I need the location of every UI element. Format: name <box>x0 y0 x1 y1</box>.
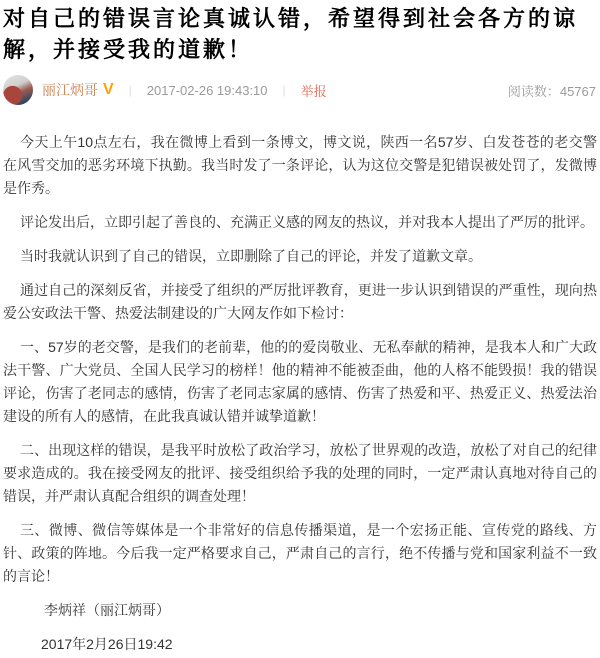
meta-separator: | <box>282 83 286 97</box>
author-avatar[interactable] <box>3 75 33 105</box>
paragraph: 评论发出后，立即引起了善良的、充满正义感的网友的热议，并对我本人提出了严厉的批评。 <box>20 214 594 230</box>
date-line: 2017年2月26日19:42 <box>41 636 173 652</box>
paragraph: 当时我就认识到了自己的错误，立即删除了自己的评论，并发了道歉文章。 <box>20 248 482 264</box>
paragraph-item-3: 三、微博、微信等媒体是一个非常好的信息传播渠道，是一个宏扬正能、宣传党的路线、方针、政策的阵地。今后我一定严格要求自己，严肃自己的言行，绝不传播与党和国家利益不一致的言论！ <box>3 522 597 584</box>
article-body <box>3 131 597 656</box>
signature-line: 李炳祥（丽江炳哥） <box>44 602 170 618</box>
paragraph: 通过自己的深刻反省，并接受了组织的严厉批评教育，更进一步认识到错误的严重性，现向热爱公安政法干警、热爱法制建设的广大网友作如下检讨： <box>3 282 597 321</box>
read-count: 阅读数：45767 <box>507 83 596 99</box>
verified-v-icon: V <box>103 81 114 98</box>
article-meta-bar <box>3 75 597 105</box>
paragraph-item-1: 一、57岁的老交警，是我们的老前辈，他的的爱岗敬业、无私奉献的精神，是我本人和广大政法干警、广大党员、全国人民学习的榜样！他的精神不能被歪曲，他的人格不能毁损！我的错误评论，伤害了老同志的感情，伤害了老同志家属的感情、伤害了热爱和平、热爱正义、热爱法治建设的所有人的感情，在此我真诚认错并诚挚道歉！ <box>3 339 597 424</box>
paragraph-item-2: 二、出现这样的错误，是我平时放松了政治学习，放松了世界观的改造，放松了对自己的纪律要求造成的。我在接受网友的批评、接受组织给予我的处理的同时，一定严肃认真地对待自己的错误，并严肃认真配合组织的调查处理！ <box>3 442 597 504</box>
report-link[interactable]: 举报 <box>300 83 327 99</box>
article-title: 对自己的错误言论真诚认错，希望得到社会各方的谅解，并接受我的道歉！ <box>3 6 579 62</box>
meta-separator: | <box>128 83 132 97</box>
paragraph: 今天上午10点左右，我在微博上看到一条博文，博文说，陕西一名57岁、白发苍苍的老交警在风雪交加的恶劣环境下执勤。我当时发了一条评论，认为这位交警是犯错误被处罚了，发微博是作秀。 <box>3 134 597 196</box>
publish-timestamp: 2017-02-26 19:43:10 <box>146 82 268 98</box>
author-name-link[interactable]: 丽江炳哥 <box>42 82 98 98</box>
